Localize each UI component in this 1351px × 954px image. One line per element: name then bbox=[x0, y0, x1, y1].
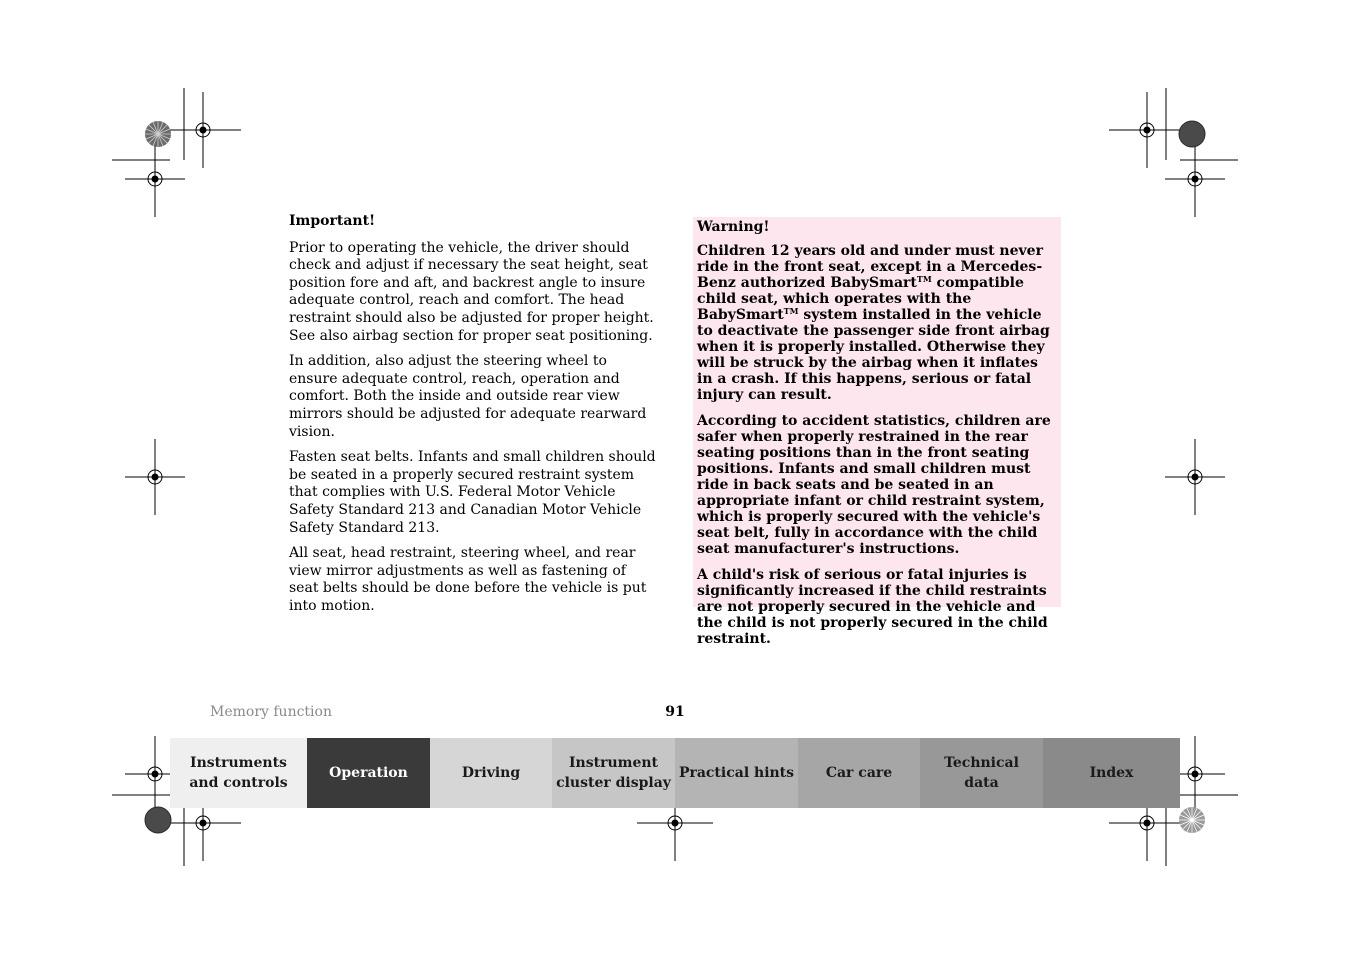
warning-box bbox=[693, 217, 1061, 647]
important-paragraph-3: Fasten seat belts. Infants and small children should be seated in a properly secured restraint system that complies with U.S. Federal Motor Vehicle Safety Standard 213 and Canadian Motor Vehicle Safety Standard 213. bbox=[289, 449, 656, 536]
warning-paragraph-2: According to accident statistics, children are safer when properly restrained in the rear seating positions than in the front seating positions. Infants and small children must ride in back seats and be seated in an appropriate infant or child restraint system, which is properly secured with the vehicle's seat belt, fully in accordance with the child seat manufacturer's instructions. bbox=[697, 413, 1051, 557]
important-section bbox=[289, 213, 659, 623]
warning-paragraph-1 bbox=[697, 243, 1057, 403]
section-label: Memory function bbox=[210, 704, 332, 720]
important-paragraph-1: Prior to operating the vehicle, the driver should check and adjust if necessary the seat height, seat position fore and aft, and backrest angle to insure adequate control, reach and comfort. The head restraint should also be adjusted for proper height. See also airbag section for proper seat positioning. bbox=[289, 239, 654, 344]
tab-instrument-cluster-display[interactable]: Instrument cluster display bbox=[552, 738, 675, 808]
chapter-nav bbox=[170, 738, 1180, 808]
warning-paragraph-3: A child's risk of serious or fatal injuries is significantly increased if the child restraints are not properly secured in the vehicle and the child is not properly secured in the child restraint. bbox=[697, 567, 1048, 647]
warning-title: Warning! bbox=[697, 219, 770, 235]
trademark-mark: TM bbox=[783, 306, 799, 316]
warning-p1-part1: Children 12 years old and under must never ride in the front seat, except in a Mercedes-Benz authorized BabySmart bbox=[697, 243, 1043, 291]
important-heading: Important! bbox=[289, 213, 376, 229]
trademark-mark: TM bbox=[916, 274, 932, 284]
tab-technical-data[interactable]: Technical data bbox=[920, 738, 1043, 808]
warning-p1-part3: system installed in the vehicle to deactivate the passenger side front airbag when it is properly installed. Otherwise they will be struck by the airbag when it inflates in a crash. If this happens, serious or fatal injury can result. bbox=[697, 307, 1050, 403]
warning-p1-part2: compatible child seat, which operates with the BabySmart bbox=[697, 275, 1024, 323]
important-paragraph-2: In addition, also adjust the steering wheel to ensure adequate control, reach, operation and comfort. Both the inside and outside rear view mirrors should be adjusted for adequate rearward vision. bbox=[289, 353, 647, 440]
page-number: 91 bbox=[665, 704, 685, 720]
tab-operation[interactable]: Operation bbox=[307, 738, 430, 808]
tab-driving[interactable]: Driving bbox=[430, 738, 552, 808]
tab-instruments-and-controls[interactable]: Instruments and controls bbox=[170, 738, 307, 808]
tab-car-care[interactable]: Car care bbox=[798, 738, 920, 808]
tab-index[interactable]: Index bbox=[1043, 738, 1180, 808]
important-paragraph-4: All seat, head restraint, steering wheel, and rear view mirror adjustments as well as fastening of seat belts should be done before the vehicle is put into motion. bbox=[289, 545, 647, 614]
tab-practical-hints[interactable]: Practical hints bbox=[675, 738, 798, 808]
